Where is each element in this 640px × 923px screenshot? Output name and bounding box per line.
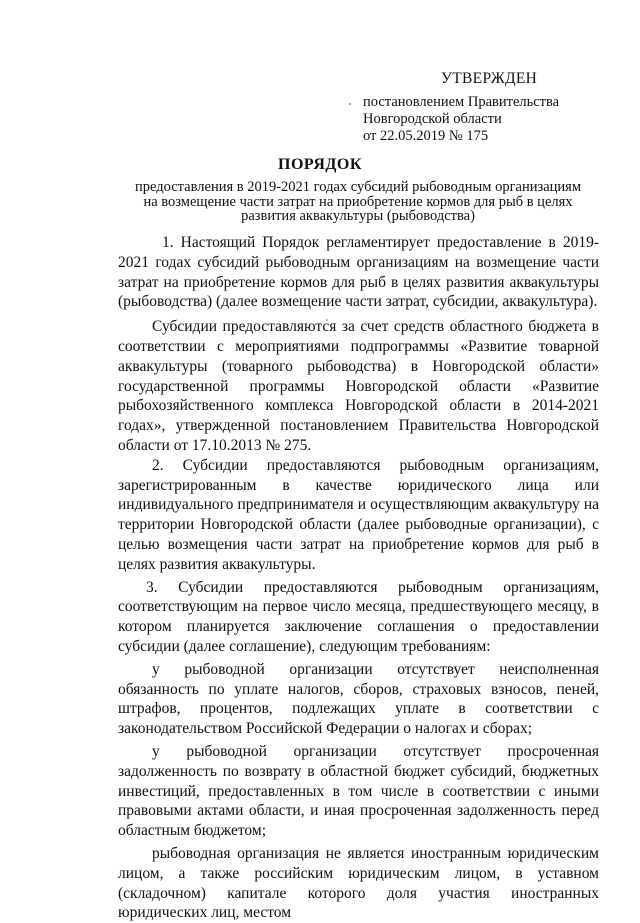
requirement-debt: у рыбоводной организации отсутствует просроченная задолженность по возврату в областной бюджет субсидий, бюджетных инвестиций, предоставленных в том числе в соответствии с иными правовыми актами области, и иная просроченная задолженность перед областным бюджетом; bbox=[118, 742, 599, 840]
approval-line: Новгородской области bbox=[363, 111, 502, 127]
subtitle-line: на возмещение части затрат на приобретение кормов для рыб в целях bbox=[143, 193, 573, 210]
approved-label: УТВЕРЖДЕН bbox=[441, 70, 538, 87]
document-subtitle bbox=[118, 180, 598, 224]
subtitle-line: предоставления в 2019-2021 годах субсидий рыбоводным организациям bbox=[134, 179, 581, 195]
scan-speck bbox=[349, 103, 351, 105]
approval-line: от 22.05.2019 № 175 bbox=[363, 128, 489, 144]
paragraph-subsidy-source: Субсидии предоставляются за счет средств областного бюджета в соответствии с мероприятиями подпрограммы «Развитие товарной аквакультуры (товарного рыбоводства) в Новгородской области» государственной программы Новгородской области «Развитие рыбохозяйственного комплекса Новгородской области в 2014-2021 годах», утвержденной постановлением Правительства Новгородской области от 17.10.2013 № 275. bbox=[118, 318, 599, 454]
paragraph-1: 1. Настоящий Порядок регламентирует предоставление в 2019-2021 годах субсидий рыбоводным организациям на возмещение части затрат на приобретение кормов для рыб в целях развития аквакультуры (рыбоводства) (далее возмещение части затрат, субсидии, аквакультура). bbox=[118, 234, 599, 311]
document-body bbox=[118, 233, 599, 923]
paragraph-2: 2. Субсидии предоставляются рыбоводным организациям, зарегистрированным в качестве юридического лица или индивидуального предпринимателя и осуществляющим аквакультуру на территории Новгородской области (далее рыбоводные организации), с целью возмещения части затрат на приобретение кормов для рыб в целях развития аквакультуры. bbox=[118, 456, 599, 573]
paragraph-3: 3. Субсидии предоставляются рыбоводным организациям, соответствующим на первое число месяца, предшествующего месяцу, в котором планируется заключение соглашения о предоставлении субсидии (далее соглашение), следующим требованиям: bbox=[118, 578, 599, 655]
requirement-foreign: рыбоводная организация не является иностранным юридическим лицом, а также российским юридическим лицом, в уставном (складочном) капитале которого доля участия иностранных юридических лиц, местом bbox=[118, 844, 599, 922]
subtitle-line: развития аквакультуры (рыбоводства) bbox=[241, 208, 475, 224]
requirement-taxes: у рыбоводной организации отсутствует неисполненная обязанность по уплате налогов, сборов, страховых взносов, пеней, штрафов, процентов, подлежащих уплате в соответствии с законодательством Российской Федерации о налогах и сборах; bbox=[118, 660, 599, 738]
approval-line: постановлением Правительства bbox=[363, 94, 560, 110]
approval-reference bbox=[363, 94, 559, 145]
document-title: ПОРЯДОК bbox=[278, 156, 362, 173]
